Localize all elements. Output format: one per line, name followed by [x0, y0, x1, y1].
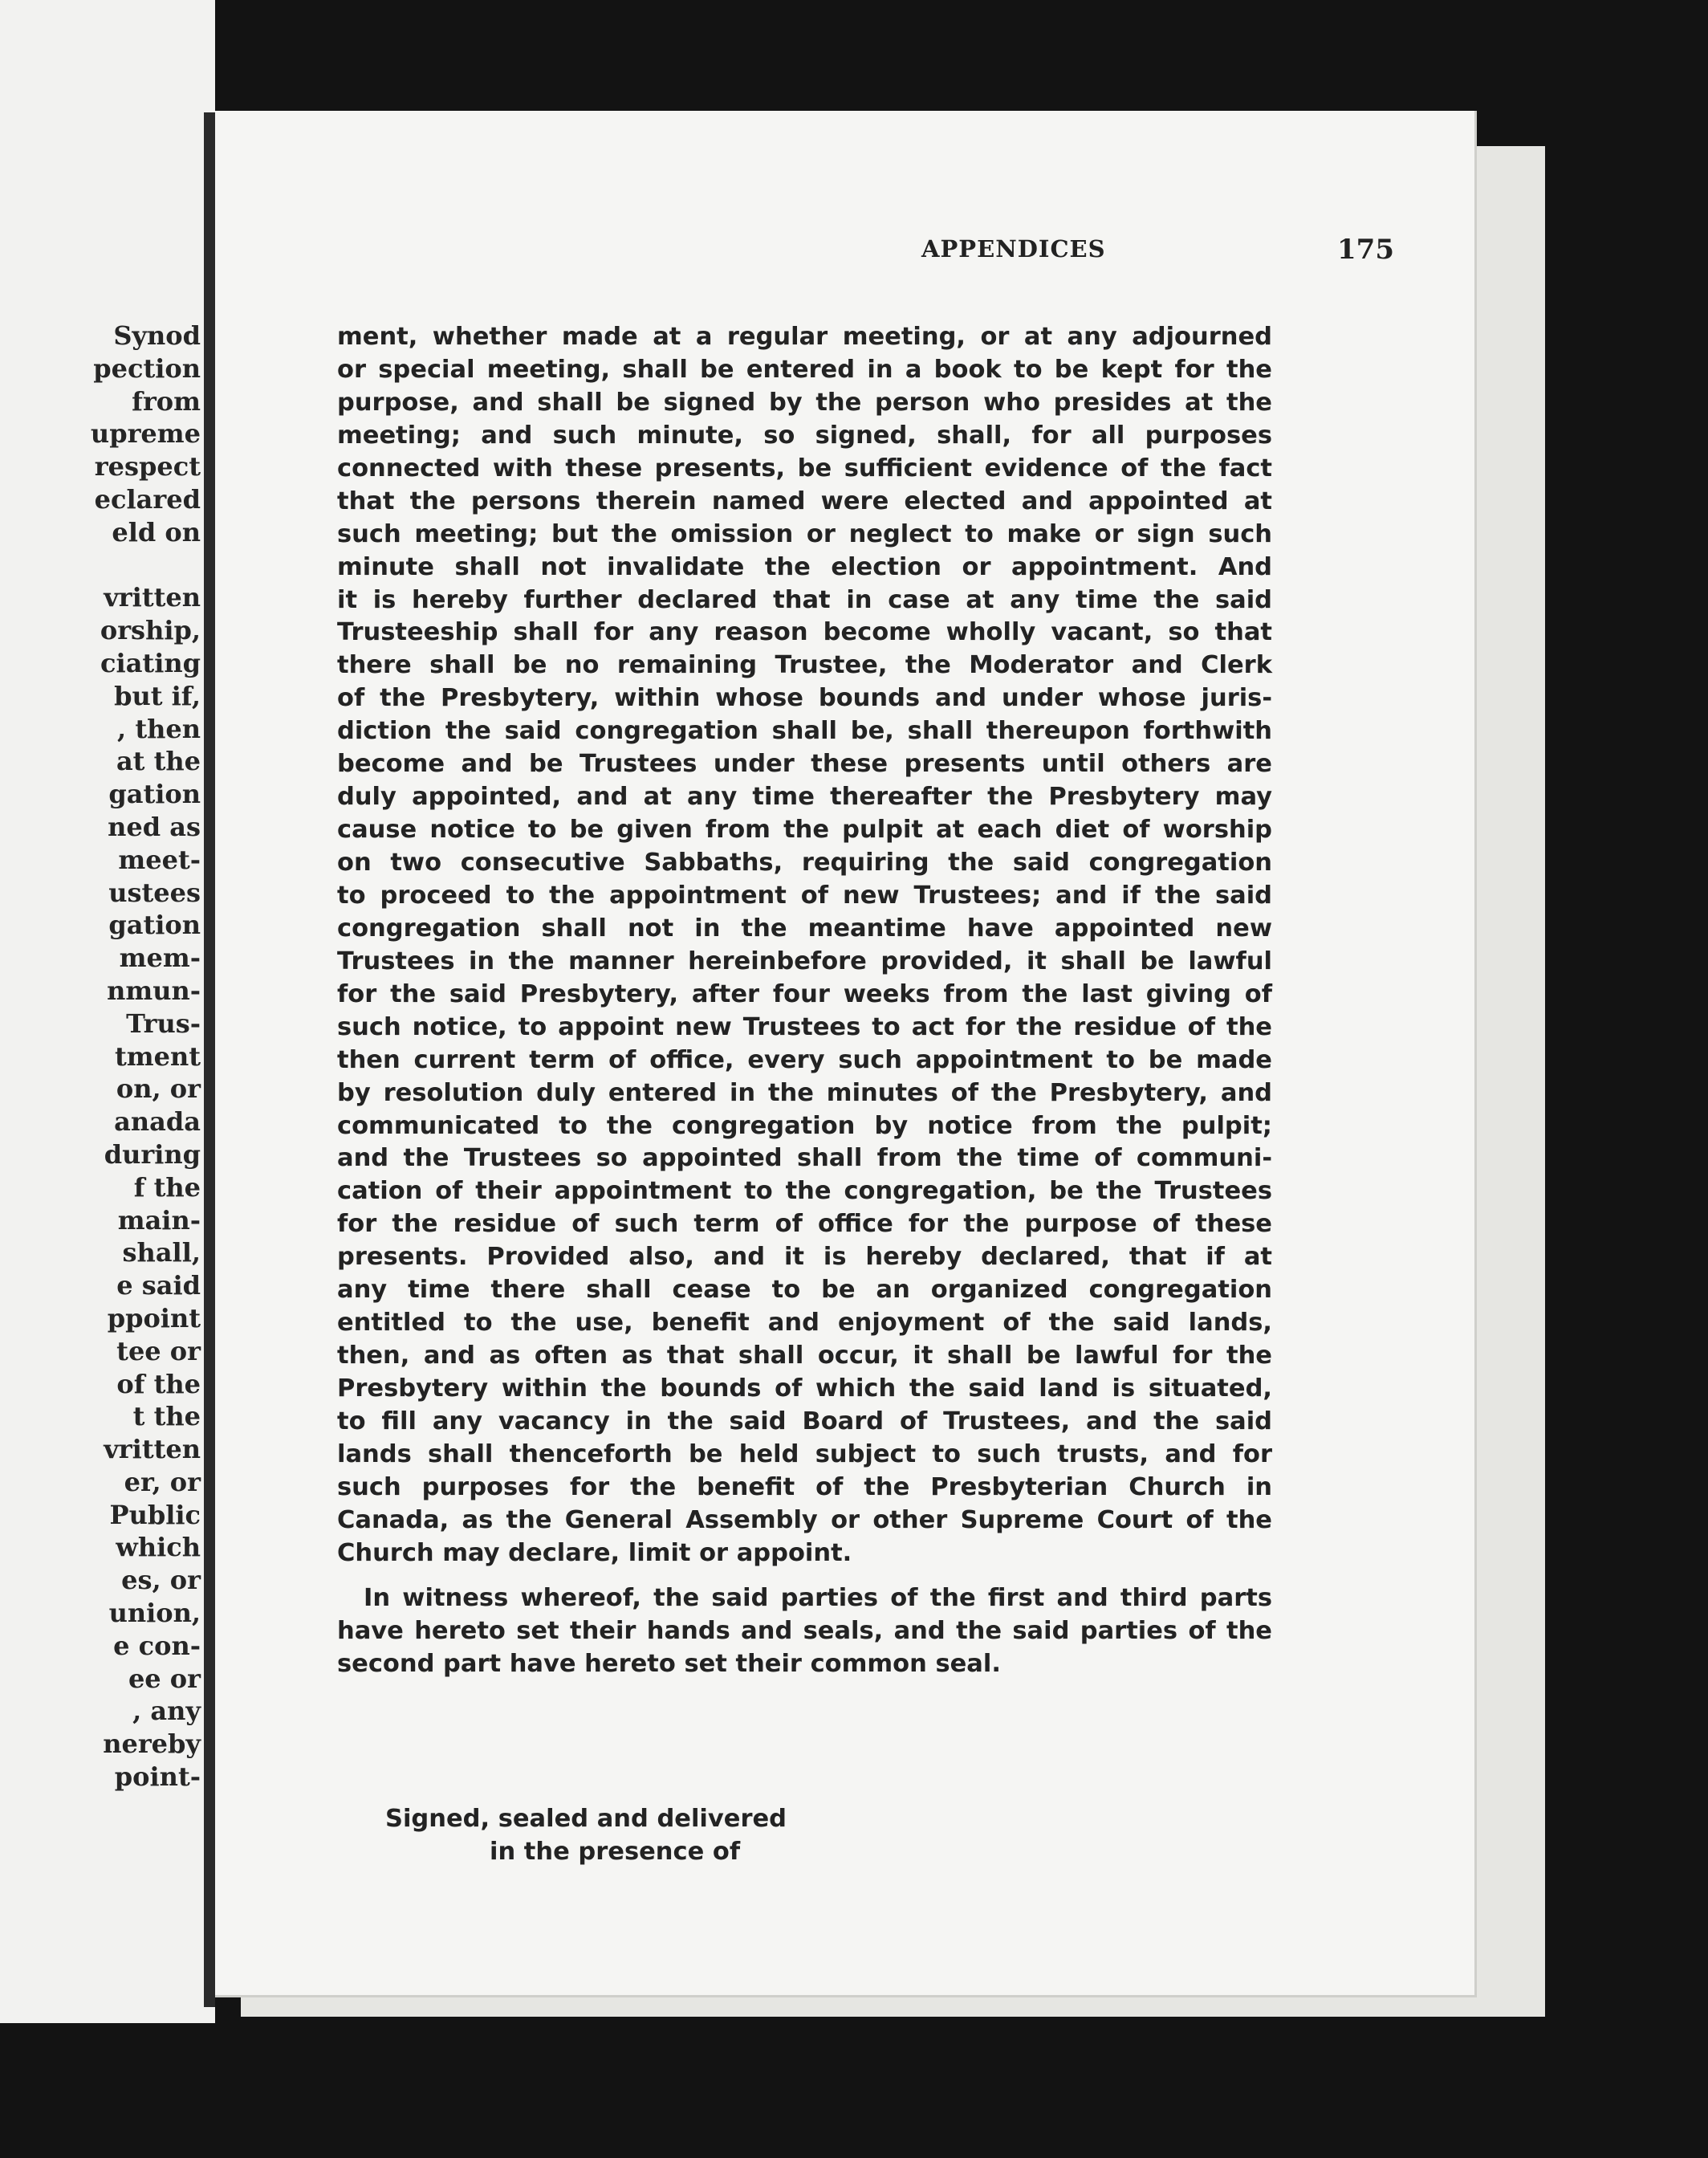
text-line: congregation shall not in the meantime have appointed new	[337, 914, 1272, 943]
facing-page-line: er, or	[124, 1466, 201, 1497]
text-line: connected with these presents, be sufficient evidence of the fact	[337, 454, 1272, 482]
facing-page-line: ee or	[128, 1663, 201, 1694]
facing-page-line: which	[116, 1532, 201, 1563]
text-line: on two consecutive Sabbaths, requiring the said congregation	[337, 849, 1272, 877]
signature-line: Signed, sealed and delivered	[385, 1805, 787, 1833]
running-head: APPENDICES	[921, 235, 1106, 263]
facing-page-line: f the	[133, 1171, 201, 1203]
facing-page-line: eclared	[94, 483, 201, 515]
facing-page-line: vritten	[104, 1434, 201, 1465]
facing-page-line: respect	[94, 451, 201, 482]
facing-page-text	[91, 320, 201, 1794]
text-line: lands shall thenceforth be held subject to such trusts, and for	[337, 1439, 1272, 1468]
text-line: of the Presbytery, within whose bounds and under whose juris-	[337, 684, 1272, 713]
book-page	[215, 111, 1477, 1997]
text-line: and the Trustees so appointed shall from the time of communi-	[337, 1144, 1272, 1173]
facing-page-line: meet-	[118, 844, 201, 875]
text-line: for the said Presbytery, after four weeks from the last giving of	[337, 979, 1272, 1008]
facing-page-line: tment	[114, 1040, 201, 1072]
signature-line: in the presence of	[490, 1837, 741, 1866]
facing-page-line: on, or	[116, 1073, 201, 1105]
facing-page-line: Trus-	[126, 1008, 201, 1039]
facing-page-line: , then	[117, 713, 201, 744]
facing-page-line: nereby	[103, 1728, 201, 1760]
facing-page-line: orship,	[100, 615, 201, 646]
facing-page-line: gation	[108, 779, 201, 810]
text-line: there shall be no remaining Trustee, the Moderator and Clerk	[337, 651, 1272, 680]
text-line: such purposes for the benefit of the Presbyterian Church in	[337, 1472, 1272, 1501]
facing-page-line: but if,	[114, 680, 201, 711]
text-line: entitled to the use, benefit and enjoyment of the said lands,	[337, 1309, 1272, 1338]
text-line: it is hereby further declared that in case at any time the said	[337, 585, 1272, 614]
facing-page-line: mem-	[119, 943, 201, 974]
text-line: then, and as often as that shall occur, it shall be lawful for the	[337, 1342, 1272, 1370]
text-line: or special meeting, shall be entered in a book to be kept for the	[337, 355, 1272, 384]
text-line: become and be Trustees under these presents until others are	[337, 750, 1272, 779]
page-header	[336, 235, 1491, 275]
text-line: by resolution duly entered in the minutes of the Presbytery, and	[337, 1078, 1272, 1107]
facing-page-line: union,	[108, 1598, 201, 1629]
facing-page-line: , any	[132, 1696, 201, 1727]
book-gutter	[204, 112, 215, 2007]
text-line: Trustees in the manner hereinbefore provided, it shall be lawful	[337, 947, 1272, 975]
text-line: any time there shall cease to be an organized congregation	[337, 1276, 1272, 1305]
facing-page-line: e said	[116, 1270, 201, 1301]
witness-line: have hereto set their hands and seals, and the said parties of the	[337, 1616, 1272, 1645]
text-line: to proceed to the appointment of new Trustees; and if the said	[337, 881, 1272, 910]
facing-page-line: nmun-	[107, 975, 201, 1006]
text-line: such meeting; but the omission or neglect to make or sign such	[337, 519, 1272, 548]
facing-page-line: t the	[132, 1401, 201, 1432]
text-line: Trusteeship shall for any reason become wholly vacant, so that	[337, 618, 1272, 647]
facing-page-line: es, or	[121, 1565, 201, 1596]
text-line: that the persons therein named were elected and appointed at	[337, 487, 1272, 515]
facing-page-line: during	[104, 1138, 201, 1170]
text-line: presents. Provided also, and it is hereby declared, that if at	[337, 1243, 1272, 1272]
text-line: Church may declare, limit or appoint.	[337, 1538, 852, 1567]
body-text	[337, 321, 1272, 1680]
facing-page-line: of the	[116, 1368, 201, 1399]
witness-line: second part have hereto set their common seal.	[337, 1649, 1001, 1678]
facing-page-line: eld on	[112, 516, 201, 548]
text-line: Canada, as the General Assembly or other Supreme Court of the	[337, 1505, 1272, 1534]
facing-page-line	[91, 549, 201, 582]
text-line: meeting; and such minute, so signed, shall, for all purposes	[337, 421, 1272, 450]
facing-page-line: anada	[114, 1106, 201, 1138]
witness-line: In witness whereof, the said parties of the first and third parts	[364, 1583, 1272, 1612]
text-line: to fill any vacancy in the said Board of Trustees, and the said	[337, 1407, 1272, 1435]
facing-page-line: Synod	[113, 320, 201, 351]
page-number: 175	[1337, 234, 1394, 266]
facing-page-line: pection	[93, 352, 201, 384]
text-line: minute shall not invalidate the election or appointment. And	[337, 552, 1272, 581]
signature-block	[385, 1803, 787, 1868]
facing-page-line: main-	[117, 1204, 201, 1236]
text-line: Presbytery within the bounds of which the said land is situated,	[337, 1374, 1272, 1403]
facing-page-line: e con-	[113, 1630, 201, 1661]
text-line: purpose, and shall be signed by the person who presides at the	[337, 388, 1272, 417]
facing-page-line: gation	[108, 910, 201, 941]
text-line: such notice, to appoint new Trustees to act for the residue of the	[337, 1012, 1272, 1041]
text-line: for the residue of such term of office for the purpose of these	[337, 1210, 1272, 1239]
facing-page-line: ned as	[108, 811, 201, 842]
text-line: cation of their appointment to the congregation, be the Trustees	[337, 1177, 1272, 1206]
text-line: ment, whether made at a regular meeting, or at any adjourned	[337, 323, 1272, 351]
facing-page-line: ciating	[100, 647, 201, 678]
facing-page-line: ppoint	[107, 1302, 201, 1333]
facing-page-line: point-	[114, 1761, 201, 1793]
facing-page-line: vritten	[104, 582, 201, 613]
facing-page-line: upreme	[90, 418, 201, 450]
facing-page-line: tee or	[116, 1335, 201, 1366]
text-line: communicated to the congregation by notice from the pulpit;	[337, 1111, 1272, 1140]
facing-page-line: at the	[116, 746, 201, 777]
facing-page-line: Public	[109, 1499, 201, 1530]
facing-page-line: from	[132, 385, 201, 417]
text-line: duly appointed, and at any time thereafter the Presbytery may	[337, 783, 1272, 812]
text-line: cause notice to be given from the pulpit at each diet of worship	[337, 816, 1272, 845]
facing-page-line: ustees	[108, 877, 201, 908]
facing-page	[0, 0, 215, 2023]
text-line: diction the said congregation shall be, shall thereupon forthwith	[337, 717, 1272, 746]
text-line: then current term of office, every such appointment to be made	[337, 1045, 1272, 1074]
facing-page-line: shall,	[122, 1237, 201, 1268]
